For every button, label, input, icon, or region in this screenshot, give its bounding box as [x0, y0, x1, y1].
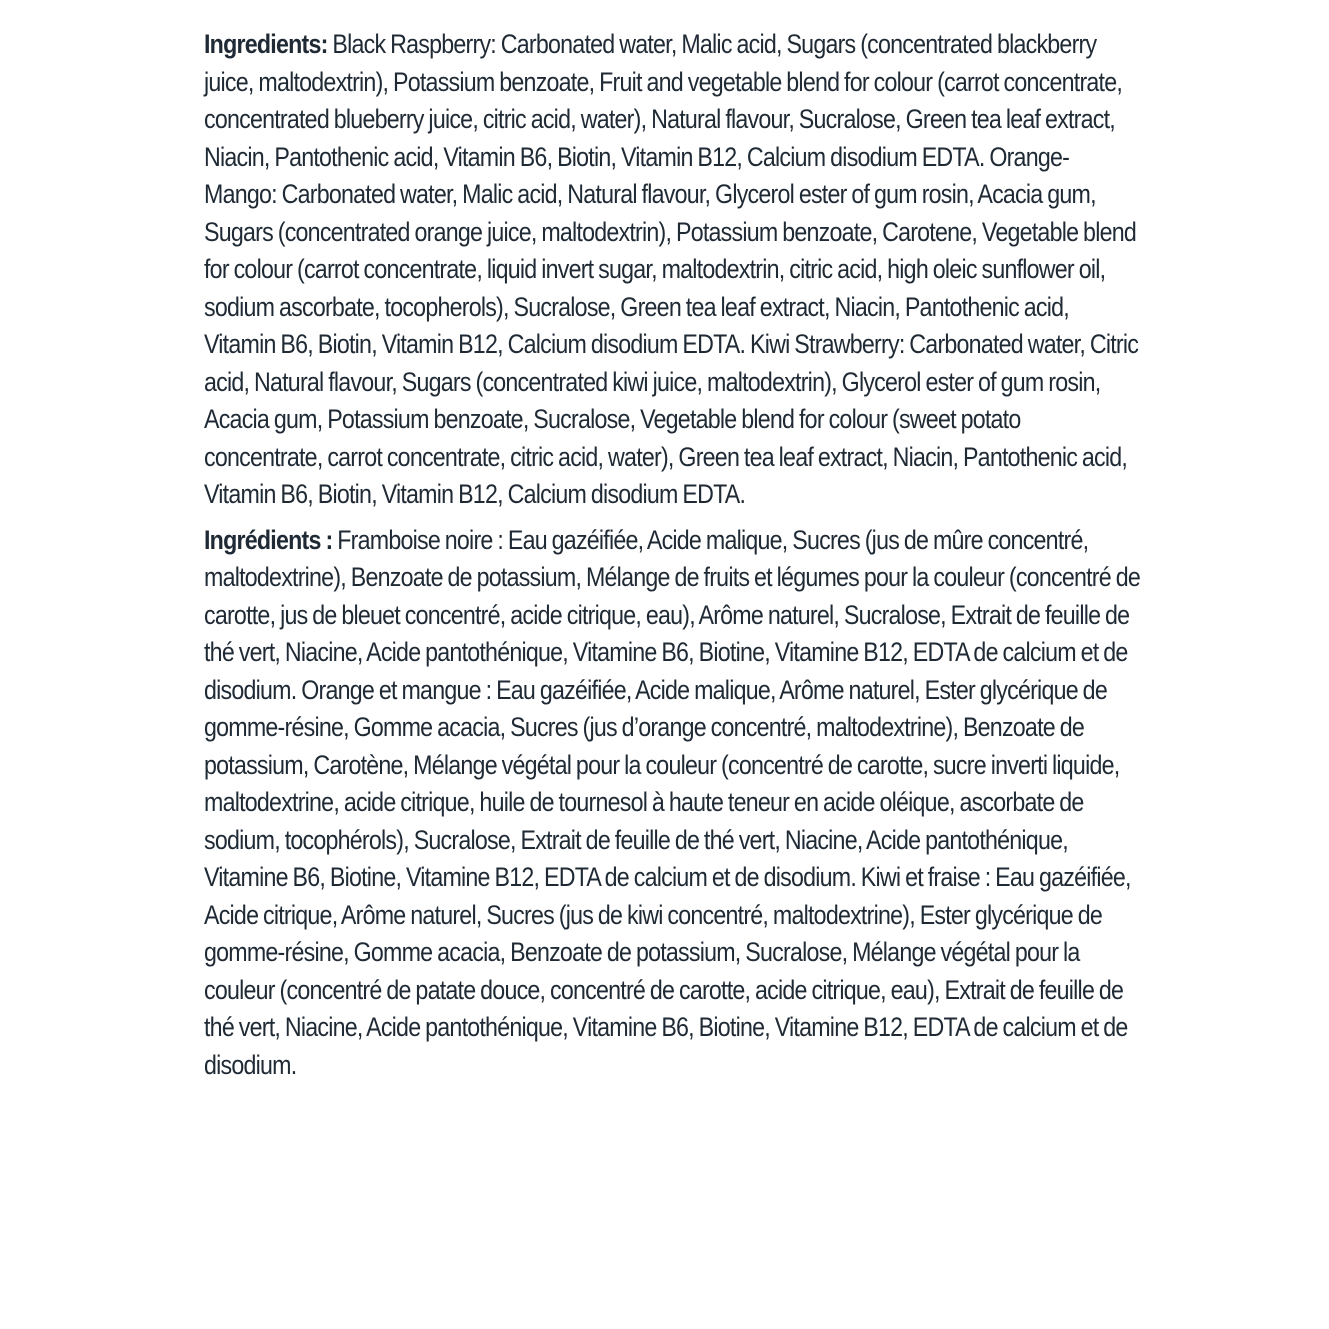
english-ingredients-heading: Ingredients:: [204, 29, 328, 59]
english-ingredients-text: Black Raspberry: Carbonated water, Malic acid, Sugars (concentrated blackberry juice, maltodextrin), Potassium benzoate, Fruit and vegetable blend for colour (carrot concentrate, concentrated blueberry juice, citric acid, water), Natural flavour, Sucralose, Green tea leaf extract, Niacin, Pantothenic acid, Vitamin B6, Biotin, Vitamin B12, Calcium disodium EDTA. Orange-Mango: Carbonated water, Malic acid, Natural flavour, Glycerol ester of gum rosin, Acacia gum, Sugars (concentrated orange juice, maltodextrin), Potassium benzoate, Carotene, Vegetable blend for colour (carrot concentrate, liquid invert sugar, maltodextrin, citric acid, high oleic sunflower oil, sodium ascorbate, tocopherols), Sucralose, Green tea leaf extract, Niacin, Pantothenic acid, Vitamin B6, Biotin, Vitamin B12, Calcium disodium EDTA. Kiwi Strawberry: Carbonated water, Citric acid, Natural flavour, Sugars (concentrated kiwi juice, maltodextrin), Glycerol ester of gum rosin, Acacia gum, Potassium benzoate, Sucralose, Vegetable blend for colour (sweet potato concentrate, carrot concentrate, citric acid, water), Green tea leaf extract, Niacin, Pantothenic acid, Vitamin B6, Biotin, Vitamin B12, Calcium disodium EDTA.: [204, 29, 1139, 509]
french-ingredients: [204, 522, 1141, 1085]
english-ingredients: [204, 26, 1141, 514]
ingredients-panel: [204, 26, 1139, 1084]
french-ingredients-text: Framboise noire : Eau gazéifiée, Acide malique, Sucres (jus de mûre concentré, maltodextrine), Benzoate de potassium, Mélange de fruits et légumes pour la couleur (concentré de carotte, jus de bleuet concentré, acide citrique, eau), Arôme naturel, Sucralose, Extrait de feuille de thé vert, Niacine, Acide pantothénique, Vitamine B6, Biotine, Vitamine B12, EDTA de calcium et de disodium. Orange et mangue : Eau gazéifiée, Acide malique, Arôme naturel, Ester glycérique de gomme-résine, Gomme acacia, Sucres (jus d’orange concentré, maltodextrine), Benzoate de potassium, Carotène, Mélange végétal pour la couleur (concentré de carotte, sucre inverti liquide, maltodextrine, acide citrique, huile de tournesol à haute teneur en acide oléique, ascorbate de sodium, tocophérols), Sucralose, Extrait de feuille de thé vert, Niacine, Acide pantothénique, Vitamine B6, Biotine, Vitamine B12, EDTA de calcium et de disodium. Kiwi et fraise : Eau gazéifiée, Acide citrique, Arôme naturel, Sucres (jus de kiwi concentré, maltodextrine), Ester glycérique de gomme-résine, Gomme acacia, Benzoate de potassium, Sucralose, Mélange végétal pour la couleur (concentré de patate douce, concentré de carotte, acide citrique, eau), Extrait de feuille de thé vert, Niacine, Acide pantothénique, Vitamine B6, Biotine, Vitamine B12, EDTA de calcium et de disodium.: [204, 524, 1141, 1080]
french-ingredients-heading: Ingrédients :: [204, 524, 333, 555]
